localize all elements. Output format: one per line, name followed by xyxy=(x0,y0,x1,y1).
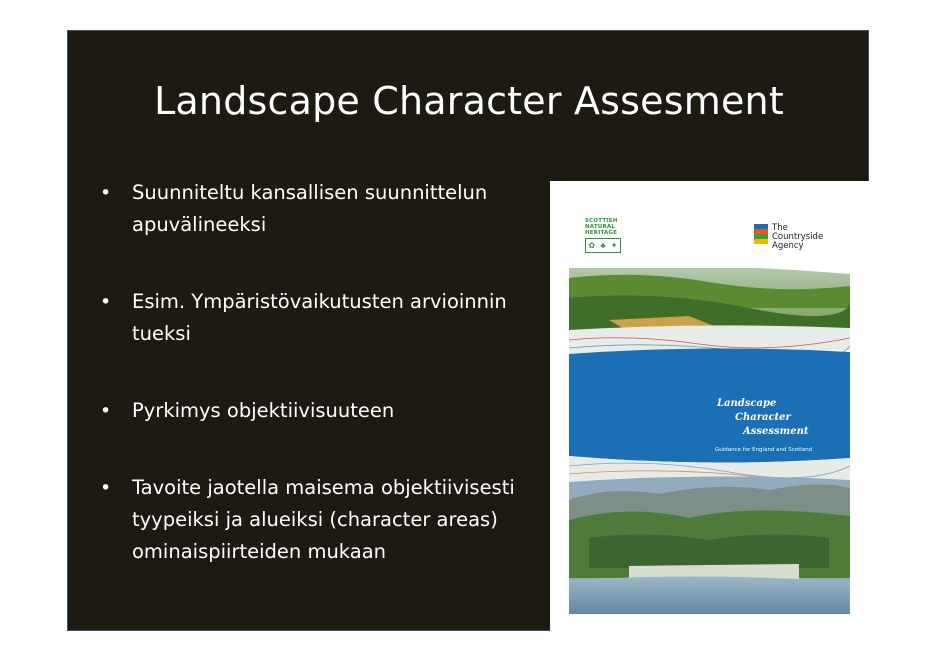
bullet-text: Tavoite jaotella maisema objektiivisesti tyypeiksi ja alueiksi (character areas) ominaispiirteiden mukaan xyxy=(132,476,515,563)
bullet-item xyxy=(100,395,550,427)
bullet-marker: • xyxy=(100,182,112,204)
bullet-marker: • xyxy=(100,400,112,422)
cover-title-line: Character xyxy=(735,412,791,423)
cover-title-line: Landscape xyxy=(717,398,777,409)
snh-emblem-icon: ✿ ♣ ✦ xyxy=(585,238,621,253)
cover-title-line: Assessment xyxy=(743,426,809,437)
bullet-item xyxy=(100,472,550,568)
slide-title: Landscape Character Assesment xyxy=(154,79,784,123)
cover-subtitle: Guidance for England and Scotland xyxy=(715,447,813,453)
bullet-marker: • xyxy=(100,291,112,313)
bullet-text: Suunniteltu kansallisen suunnittelun apuvälineeksi xyxy=(132,181,488,236)
snh-logo xyxy=(585,218,623,252)
bullet-marker: • xyxy=(100,477,112,499)
countryside-agency-text: The Countryside Agency xyxy=(772,223,824,251)
bullet-text: Esim. Ympäristövaikutusten arvioinnin tueksi xyxy=(132,290,507,345)
bullet-item xyxy=(100,177,550,241)
book-cover-image xyxy=(569,206,850,614)
countryside-agency-logo xyxy=(754,224,844,252)
bullet-text: Pyrkimys objektiivisuuteen xyxy=(132,399,395,422)
cover-landscape-art xyxy=(569,268,850,614)
cover-title xyxy=(569,397,850,439)
bullet-item xyxy=(100,286,550,350)
cover-image-panel xyxy=(550,181,870,633)
countryside-agency-mark-icon xyxy=(754,224,768,244)
snh-logo-text: SCOTTISH NATURAL HERITAGE xyxy=(585,218,618,236)
